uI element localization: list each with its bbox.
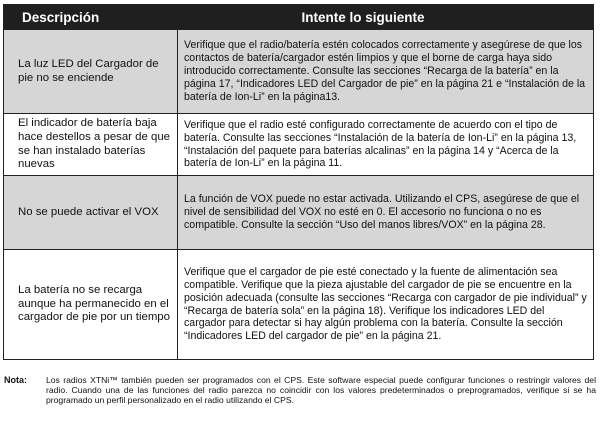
row-description: No se puede activar el VOX [4,176,178,250]
row-solution: Verifique que el radio/batería estén colocados correctamente y asegúrese de que los contactos de batería/cargador estén limpios y que el borne de carga haya sido introducido correctamente. Consulte las secciones “Recarga de la batería” en la página 17, “Indicadores LED del Cargador de pie” en la página 21 e “Instalación de la batería de Ion-Li” en la página13. [178,30,594,114]
note-text: Los radios XTNi™ también pueden ser programados con el CPS. Este software especial puede configurar funciones o restringir valores del radio. Cuando una de las funciones del radio parezca no coincidir con los valores predeterminados o preprogramados, verifique si se ha programado un perfil personalizado en el radio utilizando el CPS. [46,375,596,406]
table-row [4,176,594,250]
note-label: Nota: [4,375,27,385]
row-description: El indicador de batería baja hace destellos a pesar de que se han instalado baterías nuevas [4,114,178,176]
row-solution: Verifique que el cargador de pie esté conectado y la fuente de alimentación sea compatible. Verifique que la pieza ajustable del cargador de pie se encuentre en la posición adecuada (consulte las secciones “Recarga con cargador de pie individual” y “Recarga de batería sola” en la página 18). Verifique los indicadores LED del cargador para detectar si hay algún problema con la batería. Consulte la sección “Indicadores LED del cargador de pie” en la página 21. [178,250,594,360]
row-solution: La función de VOX puede no estar activada. Utilizando el CPS, asegúrese de que el nivel de sensibilidad del VOX no esté en 0. El accesorio no funciona o no es compatible. Consulte la sección “Uso del manos libres/VOX” en la página 28. [178,176,594,250]
table-header-row [4,5,594,30]
row-description: La luz LED del Cargador de pie no se enciende [4,30,178,114]
table-row [4,250,594,360]
table-row [4,30,594,114]
row-solution: Verifique que el radio esté configurado correctamente de acuerdo con el tipo de batería. Consulte las secciones “Instalación de la batería de Ion-Li” en la página 13, “Instalación del paquete para baterías alcalinas” en la página 14 y “Acerca de la batería de Ion-Li” en la página 11. [178,114,594,176]
header-description: Descripción [4,5,178,30]
troubleshooting-table [3,4,594,360]
header-try-this: Intente lo siguiente [178,5,594,30]
row-description: La batería no se recarga aunque ha permanecido en el cargador de pie por un tiempo [4,250,178,360]
table-row [4,114,594,176]
